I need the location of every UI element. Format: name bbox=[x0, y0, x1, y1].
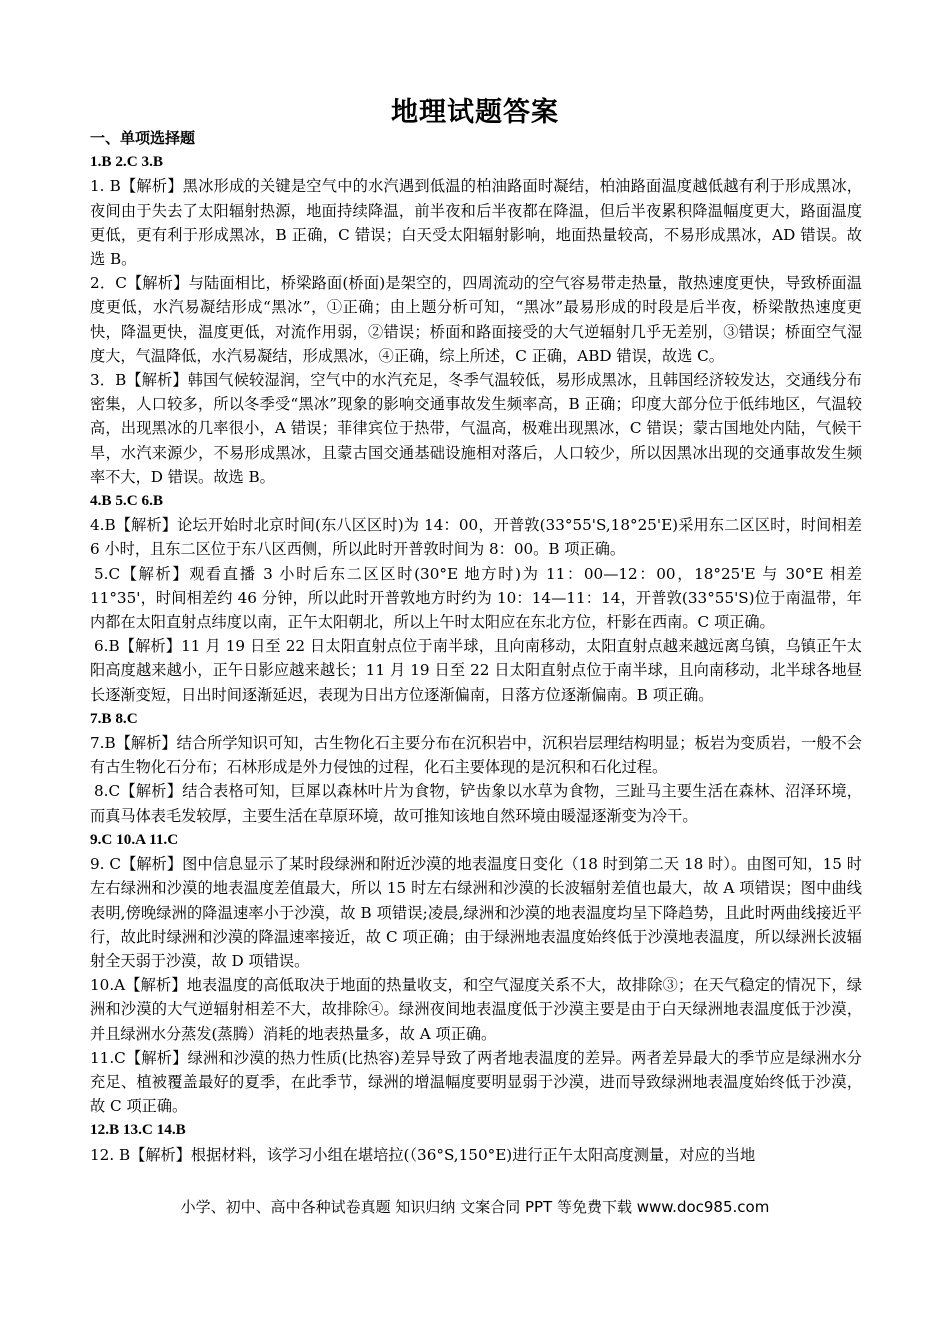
answer-key: 7.B 8.C bbox=[90, 709, 138, 727]
explanation-paragraph: 1. B【解析】黑冰形成的关键是空气中的水汽遇到低温的柏油路面时凝结，柏油路面温度越低越有利于形成黑冰，夜间由于失去了太阳辐射热源，地面持续降温，前半夜和后半夜都在降温，但后半夜累积降温幅度更大，路面温度更低，更有利于形成黑冰，B 正确，C 错误；白天受太阳辐射影响，地面热量较高，不易形成黑冰，AD 错误。故选 B。 bbox=[90, 177, 862, 269]
answer-key: 1.B 2.C 3.B bbox=[90, 153, 163, 171]
answer-key: 4.B 5.C 6.B bbox=[90, 492, 163, 510]
answer-key: 9.C 10.A 11.C bbox=[90, 830, 179, 848]
explanation-paragraph: 10.A【解析】地表温度的高低取决于地面的热量收支，和空气湿度关系不大，故排除③；在天气稳定的情况下，绿洲和沙漠的大气逆辐射相差不大，故排除④。绿洲夜间地表温度低于沙漠主要是由于白天绿洲地表温度低于沙漠，并且绿洲水分蒸发(蒸腾）消耗的地表热量多，故 A 项正确。 bbox=[90, 976, 862, 1043]
answer-group-2 bbox=[90, 489, 862, 707]
explanation-paragraph: 3．B【解析】韩国气候较湿润，空气中的水汽充足，冬季气温较低，易形成黑冰，且韩国经济较发达，交通线分布密集，人口较多，所以冬季受“黑冰”现象的影响交通事故发生频率高，B 正确；印度大部分位于低纬地区，气温较高，出现黑冰的几率很小，A 错误；菲律宾位于热带，气温高，极难出现黑冰，C 错误；蒙古国地处内陆，气候干旱，水汽来源少，不易形成黑冰，且蒙古国交通基础设施相对落后，人口较少，所以因黑冰出现的交通事故发生频率不大，D 错误。故选 B。 bbox=[90, 371, 862, 486]
answer-group-4 bbox=[90, 828, 862, 1118]
page-footer: 小学、初中、高中各种试卷真题 知识归纳 文案合同 PPT 等免费下载 www.doc985.com bbox=[180, 1198, 770, 1216]
answer-key: 12.B 13.C 14.B bbox=[90, 1121, 186, 1139]
explanation-paragraph: 11.C【解析】绿洲和沙漠的热力性质(比热容)差异导致了两者地表温度的差异。两者差异最大的季节应是绿洲水分充足、植被覆盖最好的夏季，在此季节，绿洲的增温幅度要明显弱于沙漠，进而导致绿洲地表温度始终低于沙漠，故 C 项正确。 bbox=[90, 1048, 862, 1116]
answer-content bbox=[90, 126, 862, 1167]
explanation-paragraph: 2．C【解析】与陆面相比，桥梁路面(桥面)是架空的，四周流动的空气容易带走热量，散热速度更快，导致桥面温度更低，水汽易凝结形成“黑冰”，①正确；由上题分析可知，“黑冰”最易形成的时段是后半夜，桥梁散热速度更快，降温更快，温度更低，对流作用弱，②错误；桥面和路面接受的大气逆辐射几乎无差别，③错误；桥面空气湿度大，气温降低，水汽易凝结，形成黑冰，④正确，综上所述，C 正确，ABD 错误，故选 C。 bbox=[90, 274, 862, 365]
section-heading: 一、单项选择题 bbox=[90, 129, 196, 147]
explanation-paragraph: 8.C【解析】结合表格可知，巨犀以森林叶片为食物，铲齿象以水草为食物，三趾马主要生活在森林、沼泽环境，而真马体表毛发较厚，主要生活在草原环境，故可推知该地自然环境由暖湿逐渐变为冷干。 bbox=[90, 782, 862, 825]
page-title: 地理试题答案 bbox=[391, 97, 559, 128]
explanation-paragraph: 12. B【解析】根据材料，该学习小组在堪培拉(（36°S,150°E)进行正午太阳高度测量，对应的当地 bbox=[90, 1145, 756, 1164]
explanation-paragraph: 4.B【解析】论坛开始时北京时间(东八区区时)为 14：00，开普敦(33°55'S,18°25'E)采用东二区区时，时间相差 6 小时，且东二区位于东八区西侧，所以此时开普敦时间为 8：00。B 项正确。 bbox=[90, 516, 862, 559]
answer-group-5 bbox=[90, 1118, 862, 1166]
explanation-paragraph: 7.B【解析】结合所学知识可知，古生物化石主要分布在沉积岩中，沉积岩层理结构明显；板岩为变质岩，一般不会有古生物化石分布；石林形成是外力侵蚀的过程，化石主要体现的是沉积和石化过程。 bbox=[90, 734, 862, 777]
answer-group-3 bbox=[90, 707, 862, 828]
explanation-paragraph: 6.B【解析】11 月 19 日至 22 日太阳直射点位于南半球，且向南移动，太阳直射点越来越远离乌镇，乌镇正午太阳高度越来越小，正午日影应越来越长；11 月 19 日至 22 日太阳直射点位于南半球，且向南移动，北半球各地昼长逐渐变短，日出时间逐渐延迟，表现为日出方位逐渐偏南，日落方位逐渐偏南。B 项正确。 bbox=[90, 637, 862, 704]
answer-group-1 bbox=[90, 150, 862, 489]
explanation-paragraph: 9. C【解析】图中信息显示了某时段绿洲和附近沙漠的地表温度日变化（18 时到第二天 18 时）。由图可知，15 时左右绿洲和沙漠的地表温度差值最大，所以 15 时左右绿洲和沙漠的长波辐射差值也最大，故 A 项错误；图中曲线表明,傍晚绿洲的降温速率小于沙漠，故 B 项错误;凌晨,绿洲和沙漠的地表温度均呈下降趋势，且此时两曲线接近平行，故此时绿洲和沙漠的降温速率接近，故 C 项正确；由于绿洲地表温度始终低于沙漠地表温度，所以绿洲长波辐射全天弱于沙漠，故 D 项错误。 bbox=[90, 855, 862, 970]
explanation-paragraph: 5.C【解析】观看直播 3 小时后东二区区时(30°E 地方时)为 11：00—12：00，18°25'E 与 30°E 相差 11°35'，时间相差约 46 分钟，所以此时开普敦地方时约为 10：14—11：14，开普敦(33°55'S)位于南温带，年内都在太阳直射点纬度以南，正午太阳朝北，所以上午时太阳应在东北方位，杆影在西南。C 项正确。 bbox=[90, 564, 862, 632]
